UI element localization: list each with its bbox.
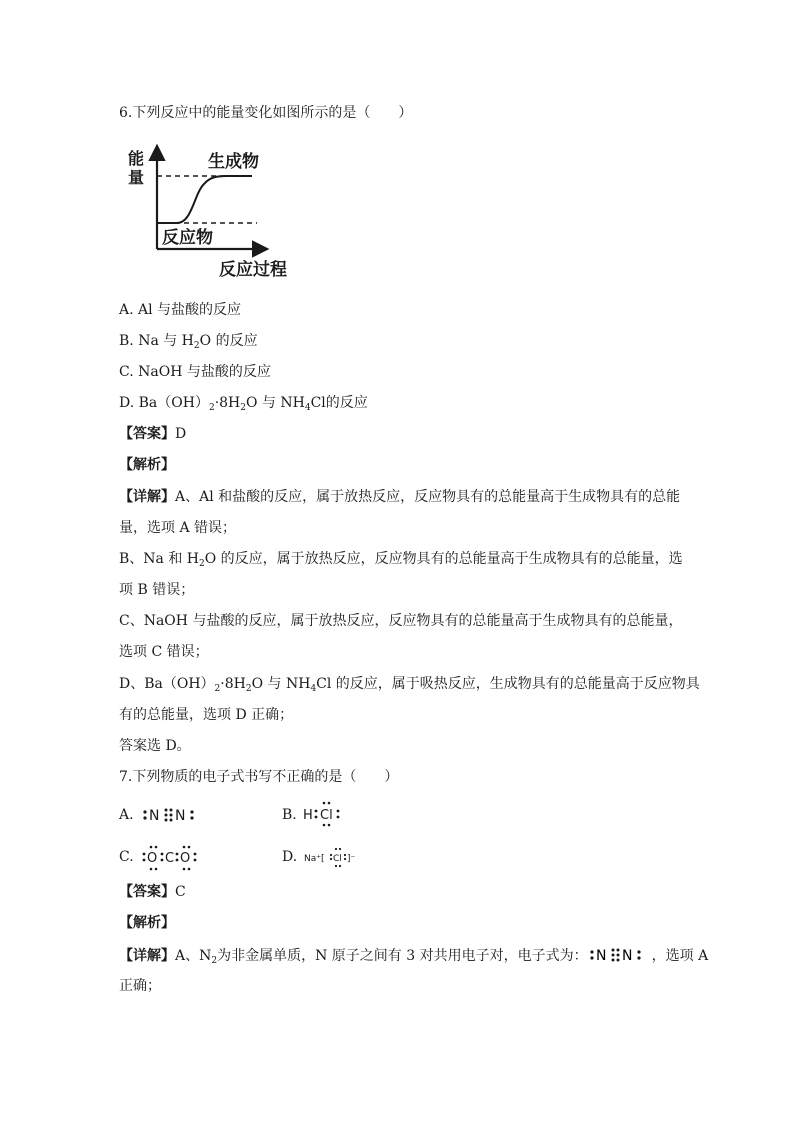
y-axis-label-char-1: 能 <box>128 149 145 168</box>
q7-stem: 7.下列物质的电子式书写不正确的是（ ） <box>119 769 399 785</box>
q6-option-c: C. NaOH 与盐酸的反应 <box>119 364 271 380</box>
products-label: 生成物 <box>208 152 259 172</box>
q7-option-c-label: C. <box>119 849 134 865</box>
svg-text:Na⁺[: Na⁺[ <box>304 854 325 864</box>
svg-text:N: N <box>175 808 186 824</box>
svg-text:Cl: Cl <box>320 808 333 823</box>
q6-stem: 6.下列反应中的能量变化如图所示的是（ ） <box>119 105 413 121</box>
q6-detail-d-cont: 有的总能量，选项 D 正确； <box>119 707 294 723</box>
y-axis-label-char-2: 量 <box>128 168 145 187</box>
q6-conclusion: 答案选 D。 <box>119 738 191 754</box>
energy-diagram <box>122 144 312 286</box>
svg-text:]⁻: ]⁻ <box>347 854 356 864</box>
svg-text:O: O <box>147 851 158 866</box>
svg-text:N: N <box>595 948 607 964</box>
q7-answer: 【答案】C <box>119 884 186 900</box>
q7-detail-a: 【详解】A、$N_2$为非金属单质，N 原子之间有 3 对共用电子对，电子式为： N N ，选项 A <box>119 948 709 966</box>
q7-analysis-heading: 【解析】 <box>119 915 175 931</box>
svg-text:N: N <box>621 948 633 964</box>
svg-text:H: H <box>303 808 313 823</box>
reactants-label: 反应物 <box>162 228 213 248</box>
q6-analysis-heading: 【解析】 <box>119 457 175 473</box>
energy-curve <box>157 176 252 223</box>
q6-option-d: D. $Ba(OH)_2\cdot 8H_2O$ 与 $NH_4Cl$的反应 <box>119 395 368 413</box>
svg-text:N: N <box>149 808 160 824</box>
q6-detail-b-cont: 项 B 错误； <box>119 582 195 598</box>
q7-n2-formula-inline <box>588 946 652 964</box>
q7-option-a-label: A. <box>119 807 134 823</box>
q6-detail-c-cont: 选项 C 错误； <box>119 644 209 660</box>
q6-option-a: A. Al 与盐酸的反应 <box>119 302 242 318</box>
q6-option-b: B. Na 与 $H_2O$ 的反应 <box>119 333 258 351</box>
svg-text:Cl: Cl <box>333 854 342 864</box>
svg-text:C: C <box>165 851 175 866</box>
q6-answer: 【答案】D <box>119 426 187 442</box>
q6-detail-b: B、Na 和 $H_2O$ 的反应，属于放热反应，反应物具有的总能量高于生成物具有的总能量，选 <box>119 551 683 569</box>
q6-detail-a-cont: 量，选项 A 错误； <box>119 520 237 536</box>
x-axis-label: 反应过程 <box>219 260 287 280</box>
q7-option-c-formula <box>140 842 210 872</box>
q7-option-d-formula <box>304 842 374 872</box>
q6-detail-c: C、NaOH 与盐酸的反应，属于放热反应，反应物具有的总能量高于生成物具有的总能量， <box>119 613 683 629</box>
q7-detail-a-cont: 正确； <box>119 978 161 994</box>
q7-option-d-label: D. <box>282 849 298 865</box>
svg-text:O: O <box>180 851 191 866</box>
q7-option-b-formula <box>302 799 352 829</box>
q7-option-b-label: B. <box>282 807 297 823</box>
q7-option-a-formula <box>140 803 210 827</box>
q6-detail-d: D、$Ba(OH)_2\cdot 8H_2O$ 与 $NH_4Cl$ 的反应，属于吸热反应，生成物具有的总能量高于反应物具 <box>119 676 700 694</box>
q6-detail-a: 【详解】A、Al 和盐酸的反应，属于放热反应，反应物具有的总能量高于生成物具有的总能 <box>119 489 681 505</box>
